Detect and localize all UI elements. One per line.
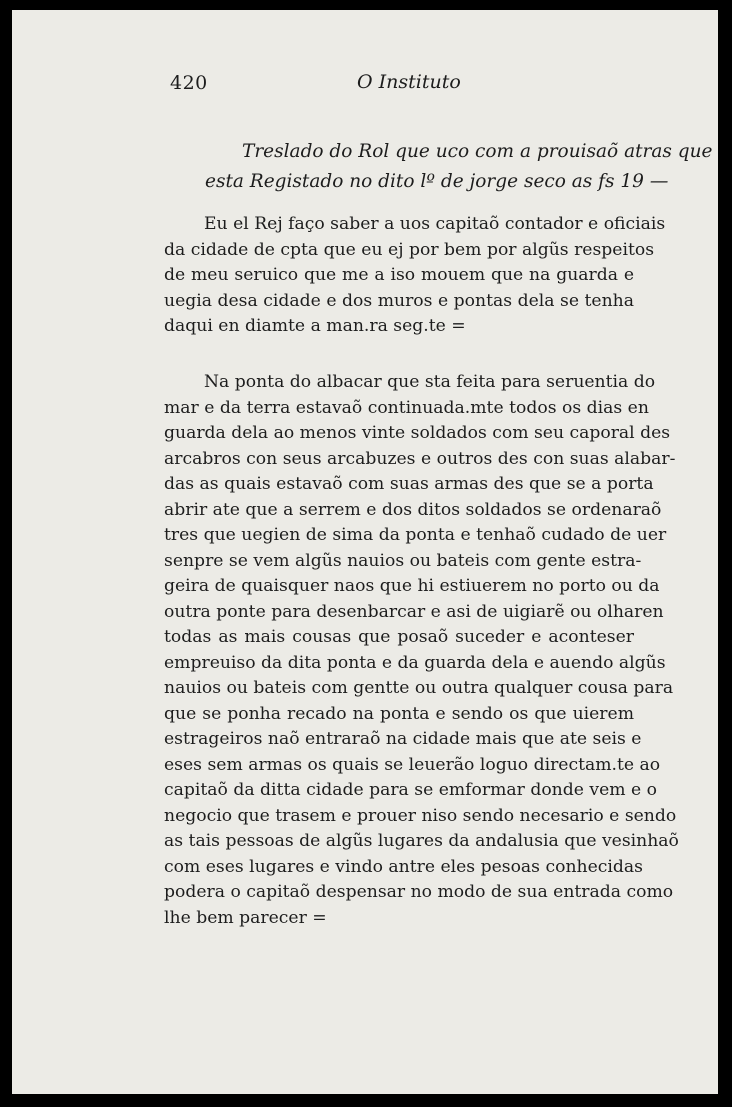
document-title-line-2: esta Registado no dito lº de jorge seco as fs 19 — bbox=[205, 171, 669, 192]
text-line: mar e da terra estavaõ continuada.mte todos os dias en bbox=[164, 397, 649, 418]
text-line: arcabros con seus arcabuzes e outros des con suas alabar- bbox=[164, 448, 676, 469]
text-line: guarda dela ao menos vinte soldados com seu caporal des bbox=[164, 423, 671, 443]
text-line: daqui en diamte a man.ra seg.te = bbox=[164, 316, 466, 336]
text-line: tres que uegien de sima da ponta e tenhaõ cudado de uer bbox=[164, 525, 667, 545]
text-line: Na ponta do albacar que sta feita para seruentia do bbox=[204, 372, 656, 392]
page-number: 420 bbox=[170, 72, 208, 94]
text-line: todas as mais cousas que posaõ suceder e aconteser bbox=[164, 627, 634, 647]
text-line: outra ponte para desenbarcar e asi de uigiarẽ ou olharen bbox=[164, 601, 664, 622]
text-line: que se ponha recado na ponta e sendo os que uierem bbox=[164, 703, 634, 724]
text-line: das as quais estavaõ com suas armas des que se a porta bbox=[164, 474, 654, 494]
text-line: negocio que trasem e prouer niso sendo necesario e sendo bbox=[164, 805, 677, 826]
text-line: uegia desa cidade e dos muros e pontas dela se tenha bbox=[164, 290, 634, 311]
document-title-line-1: Treslado do Rol que uco com a prouisaõ atras que bbox=[242, 141, 713, 162]
paragraph-1 bbox=[164, 212, 666, 340]
paragraph-2 bbox=[164, 370, 679, 931]
text-line: capitaõ da ditta cidade para se emformar donde vem e o bbox=[164, 780, 658, 800]
running-head: O Instituto bbox=[357, 71, 461, 93]
text-line: senpre se vem algũs nauios ou bateis com gente estra- bbox=[164, 550, 642, 571]
text-line: estrageiros naõ entraraõ na cidade mais que ate seis e bbox=[164, 729, 642, 749]
text-line: lhe bem parecer = bbox=[164, 907, 327, 928]
document-page bbox=[12, 10, 718, 1094]
text-line: podera o capitaõ despensar no modo de sua entrada como bbox=[164, 882, 674, 902]
text-line: da cidade de cpta que eu ej por bem por algũs respeitos bbox=[164, 239, 655, 260]
text-line: empreuiso da dita ponta e da guarda dela e auendo algũs bbox=[164, 652, 666, 673]
text-line: eses sem armas os quais se leuerão loguo directam.te ao bbox=[164, 754, 661, 775]
text-line: as tais pessoas de algũs lugares da andalusia que vesinhaõ bbox=[164, 831, 679, 851]
text-line: Eu el Rej faço saber a uos capitaõ contador e oficiais bbox=[204, 214, 666, 234]
text-line: abrir ate que a serrem e dos ditos soldados se ordenaraõ bbox=[164, 499, 662, 520]
text-line: de meu seruico que me a iso mouem que na guarda e bbox=[164, 265, 634, 285]
text-line: com eses lugares e vindo antre eles pesoas conhecidas bbox=[164, 856, 643, 877]
text-line: nauios ou bateis com gentte ou outra qualquer cousa para bbox=[164, 678, 674, 698]
text-line: geira de quaisquer naos que hi estiuerem no porto ou da bbox=[164, 576, 660, 596]
